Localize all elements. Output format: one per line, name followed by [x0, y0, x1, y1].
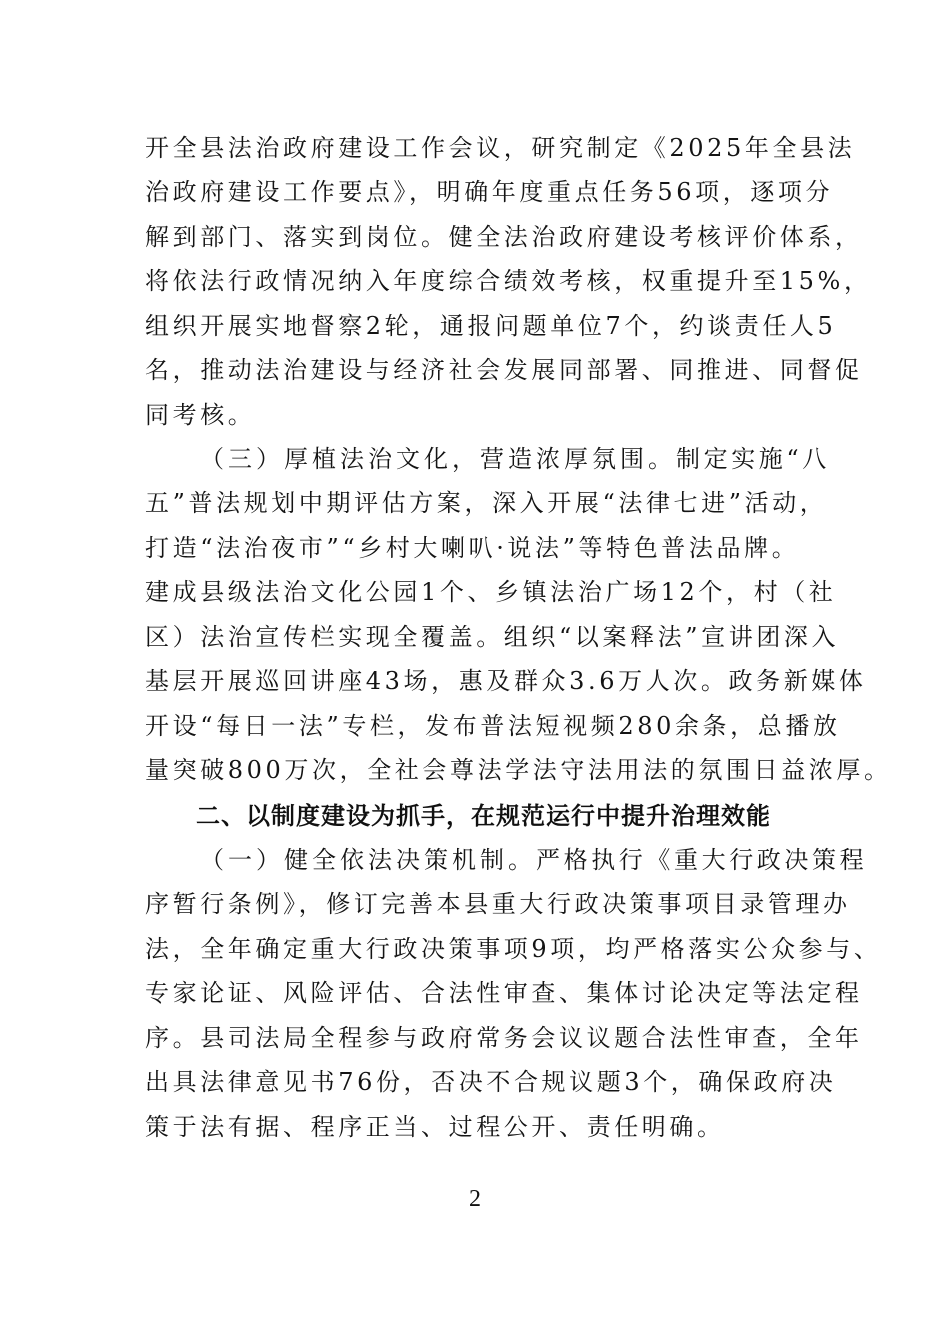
- body-text-line: 专家论证、风险评估、合法性审查、集体讨论决定等法定程: [145, 979, 863, 1007]
- page-number: 2: [469, 1186, 481, 1212]
- body-text-line: 区）法治宣传栏实现全覆盖。组织“以案释法”宣讲团深入: [145, 623, 840, 651]
- chapter-heading: 二、以制度建设为抓手，在规范运行中提升治理效能: [196, 802, 771, 830]
- body-text-line: 法，全年确定重大行政决策事项9项，均严格落实公众参与、: [145, 935, 882, 963]
- section-first-line: [200, 437, 830, 481]
- body-text-line: 开设“每日一法”专栏，发布普法短视频280余条，总播放: [145, 712, 841, 740]
- section-first-line: [200, 838, 868, 882]
- body-text-line: 组织开展实地督察2轮，通报问题单位7个，约谈责任人5: [145, 312, 837, 340]
- body-text-line: 开全县法治政府建设工作会议，研究制定《2025年全县法: [145, 134, 856, 162]
- body-text-line: 五”普法规划中期评估方案，深入开展“法律七进”活动，: [145, 489, 828, 517]
- body-text-line: 将依法行政情况纳入年度综合绩效考核，权重提升至15%，: [145, 267, 872, 295]
- body-text-line: 建成县级法治文化公园1个、乡镇法治广场12个，村（社: [145, 578, 837, 606]
- body-text-line: 基层开展巡回讲座43场，惠及群众3.6万人次。政务新媒体: [145, 667, 867, 695]
- body-text: 严格执行《重大行政决策程: [536, 846, 868, 874]
- body-text-line: 同考核。: [145, 401, 256, 429]
- body-text-line: 序暂行条例》，修订完善本县重大行政决策事项目录管理办: [145, 890, 851, 918]
- body-text-line: 出具法律意见书76份，否决不合规议题3个，确保政府决: [145, 1068, 837, 1096]
- body-text: 制定实施“八: [676, 445, 830, 473]
- body-text-line: 策于法有据、程序正当、过程公开、责任明确。: [145, 1113, 725, 1141]
- body-text-line: 名，推动法治建设与经济社会发展同部署、同推进、同督促: [145, 356, 863, 384]
- body-text-line: 治政府建设工作要点》，明确年度重点任务56项，逐项分: [145, 178, 834, 206]
- body-text-line: 序。县司法局全程参与政府常务会议议题合法性审查，全年: [145, 1024, 863, 1052]
- body-text-line: 量突破800万次，全社会尊法学法守法用法的氛围日益浓厚。: [145, 756, 892, 784]
- body-text-line: 解到部门、落实到岗位。健全法治政府建设考核评价体系，: [145, 223, 863, 251]
- body-text-line: 打造“法治夜市”“乡村大喇叭·说法”等特色普法品牌。: [145, 534, 800, 562]
- section-subheading: （一）健全依法决策机制。: [200, 846, 536, 874]
- section-subheading: （三）厚植法治文化，营造浓厚氛围。: [200, 445, 676, 473]
